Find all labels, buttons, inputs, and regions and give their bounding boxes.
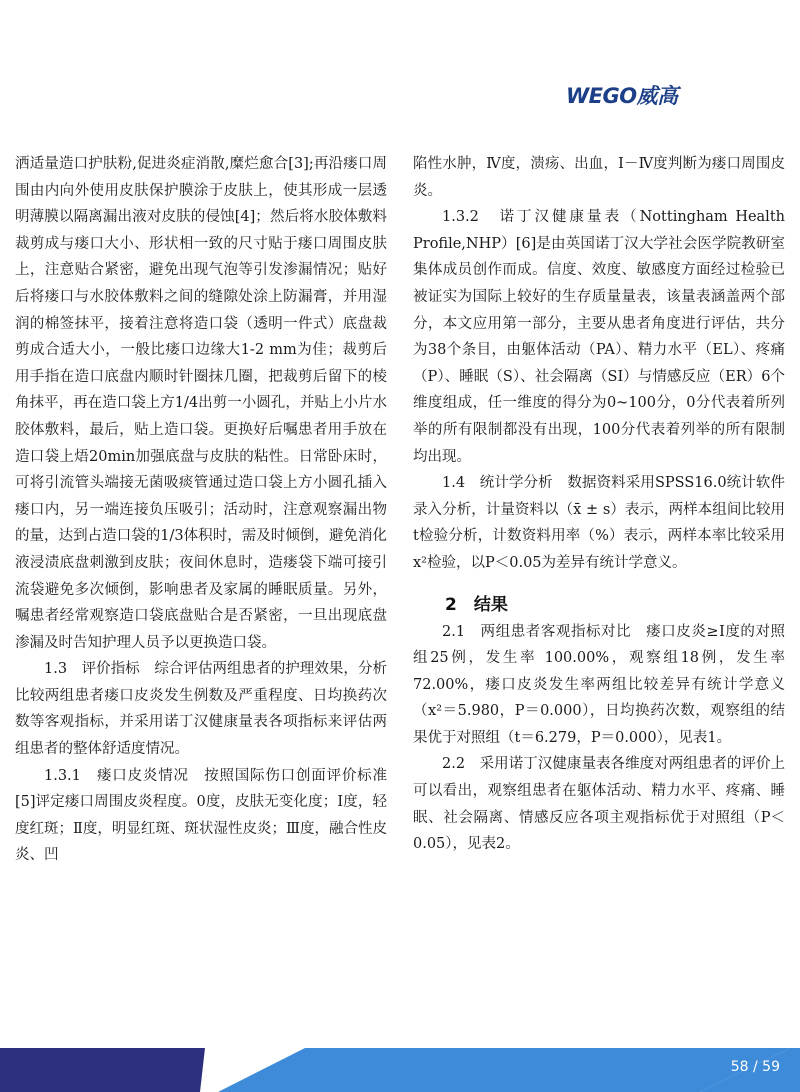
paragraph-2-1: 2.1 两组患者客观指标对比 瘘口皮炎≥Ⅰ度的对照组25例，发生率 100.00%，观察组18例，发生率72.00%，瘘口皮炎发生率两组比较差异有统计学意义（x²＝5.980，P＝0.000），日均换药次数，观察组的结果优于对照组（t＝6.279，P＝0.000），见表1。 [413,623,785,746]
wego-logo: WEGO威高 [566,84,678,108]
paragraph-1-4-statistics: 1.4 统计学分析 数据资料采用SPSS16.0统计软件录入分析，计量资料以（x̄ ± s）表示，两样本组间比较用t检验分析，计数资料用率（%）表示，两样本率比较采用x²检验，以P＜0.05为差异有统计学意义。 [413,475,785,571]
right-column [413,151,785,858]
paragraph-stoma-care: 洒适量造口护肤粉,促进炎症消散,糜烂愈合[3];再沿瘘口周围由内向外使用皮肤保护膜涂于皮肤上，使其形成一层透明薄膜以隔离漏出液对皮肤的侵蚀[4]；然后将水胶体敷料裁剪成与瘘口大小、形状相一致的尺寸贴于瘘口周围皮肤上，注意贴合紧密，避免出现气泡等引发渗漏情况；贴好后将瘘口与水胶体敷料之间的缝隙处涂上防漏膏，并用湿润的棉签抹平，接着注意将造口袋（透明一件式）底盘裁剪成合适大小，一般比瘘口边缘大1-2 mm为佳；裁剪后用手指在造口底盘内顺时针圈抹几圈，把裁剪后留下的棱角抹平，再在造口袋上方1/4出剪一小圆孔，并贴上小片水胶体敷料，最后，贴上造口袋。更换好后嘱患者用手放在造口袋上焐20min加强底盘与皮肤的粘性。日常卧床时，可将引流管头端接无菌吸痰管通过造口袋上方小圆孔插入瘘口内，另一端连接负压吸引；活动时，注意观察漏出物的量，达到占造口袋的1/3体积时，需及时倾倒，避免消化液浸渍底盘刺激到皮肤；夜间休息时，造瘘袋下端可接引流袋避免多次倾倒，影响患者及家属的睡眠质量。另外，嘱患者经常观察造口袋底盘贴合是否紧密，一旦出现底盘渗漏及时告知护理人员予以更换造口袋。 [15,156,387,651]
paragraph-1-3-1-dermatitis: 1.3.1 瘘口皮炎情况 按照国际伤口创面评价标准[5]评定瘘口周围皮炎程度。0度，皮肤无变化度；Ⅰ度，轻度红斑；Ⅱ度，明显红斑、斑状湿性皮炎；Ⅲ度，融合性皮炎、凹 [15,767,387,864]
paragraph-2-2: 2.2 采用诺丁汉健康量表各维度对两组患者的评价上可以看出，观察组患者在躯体活动、精力水平、疼痛、睡眠、社会隔离、情感反应各项主观指标优于对照组（P＜0.05），见表2。 [413,756,785,853]
paragraph-dermatitis-continued: 陷性水肿，Ⅳ度，溃疡、出血，Ⅰ－Ⅳ度判断为瘘口周围皮炎。 [413,156,785,199]
footer-bar [0,1048,800,1092]
footer-dark-band [0,1048,205,1092]
left-column [15,151,387,869]
footer-light-band [218,1048,790,1092]
section-heading-results: 2 结果 [445,594,508,615]
page-number: 58 / 59 [730,1059,780,1075]
paragraph-1-3-2-nhp: 1.3.2 诺丁汉健康量表（Nottingham Health Profile,NHP）[6]是由英国诺丁汉大学社会医学院教研室集体成员创作而成。信度、效度、敏感度方面经过检验已被证实为国际上较好的生存质量量表，该量表涵盖两个部分，本文应用第一部分，主要从患者角度进行评估，共分为38个条目，由躯体活动（PA）、精力水平（EL）、疼痛（P）、睡眠（S）、社会隔离（SI）与情感反应（ER）6个维度组成，任一维度的得分为0~100分，0分代表着所列举的所有限制都没有出现，100分代表着列举的所有限制均出现。 [413,209,785,465]
paragraph-1-3-evaluation: 1.3 评价指标 综合评估两组患者的护理效果，分析比较两组患者瘘口皮炎发生例数及严重程度、日均换药次数等客观指标，并采用诺丁汉健康量表各项指标来评估两组患者的整体舒适度情况。 [15,661,387,758]
